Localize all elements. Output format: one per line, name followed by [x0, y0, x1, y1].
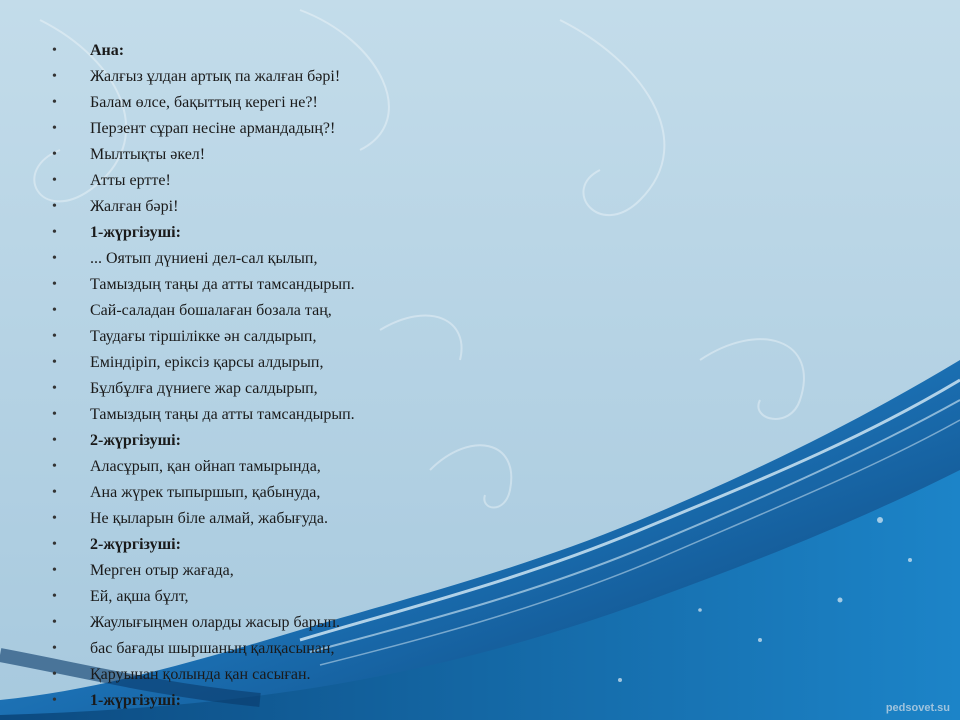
text-line	[52, 298, 652, 324]
text-line	[52, 610, 652, 636]
text-line	[52, 168, 652, 194]
text-line	[52, 480, 652, 506]
text-line	[52, 376, 652, 402]
text-line	[52, 350, 652, 376]
bullet-icon: •	[52, 511, 57, 526]
line-text: Жалған бәрі!	[90, 198, 179, 215]
text-line	[52, 90, 652, 116]
line-text: Ей, ақша бұлт,	[90, 588, 189, 605]
bullet-icon: •	[52, 69, 57, 84]
bullet-icon: •	[52, 641, 57, 656]
line-text: Перзент сұрап несіне армандадың?!	[90, 120, 336, 137]
line-text: Мерген отыр жағада,	[90, 562, 234, 579]
bullet-icon: •	[52, 589, 57, 604]
slide-text-list	[52, 38, 652, 714]
watermark: pedsovet.su	[885, 702, 950, 714]
line-text: Жаулығыңмен оларды жасыр барып.	[90, 614, 341, 631]
text-line	[52, 272, 652, 298]
text-line	[52, 506, 652, 532]
line-text: Тамыздың таңы да атты тамсандырып.	[90, 276, 355, 293]
line-text: Ана жүрек тыпыршып, қабынуда,	[90, 484, 321, 501]
text-line	[52, 584, 652, 610]
bullet-icon: •	[52, 43, 57, 58]
line-text: Атты ертте!	[90, 172, 171, 189]
line-text: 2-жүргізуші:	[90, 536, 181, 553]
bullet-icon: •	[52, 199, 57, 214]
bullet-icon: •	[52, 173, 57, 188]
bullet-icon: •	[52, 667, 57, 682]
bullet-icon: •	[52, 329, 57, 344]
line-text: бас бағады шыршаның қалқасынан,	[90, 640, 335, 657]
line-text: Тамыздың таңы да атты тамсандырып.	[90, 406, 355, 423]
bullet-icon: •	[52, 147, 57, 162]
text-line	[52, 662, 652, 688]
bullet-icon: •	[52, 407, 57, 422]
text-line	[52, 142, 652, 168]
text-line	[52, 454, 652, 480]
bullet-icon: •	[52, 537, 57, 552]
line-text: 1-жүргізуші:	[90, 224, 181, 241]
speaker-heading	[52, 532, 652, 558]
bullet-icon: •	[52, 225, 57, 240]
bullet-icon: •	[52, 615, 57, 630]
text-line	[52, 558, 652, 584]
line-text: Мылтықты әкел!	[90, 146, 206, 163]
text-line	[52, 246, 652, 272]
bullet-icon: •	[52, 563, 57, 578]
line-text: 1-жүргізуші:	[90, 692, 181, 709]
text-line	[52, 636, 652, 662]
text-line	[52, 64, 652, 90]
bullet-icon: •	[52, 459, 57, 474]
text-line	[52, 402, 652, 428]
line-text: Сай-саладан бошалаған бозала таң,	[90, 302, 332, 319]
line-text: 2-жүргізуші:	[90, 432, 181, 449]
text-line	[52, 194, 652, 220]
line-text: Еміндіріп, еріксіз қарсы алдырып,	[90, 354, 324, 371]
line-text: Таудағы тіршілікке ән салдырып,	[90, 328, 317, 345]
line-text: ... Оятып дүниені дел-сал қылып,	[90, 250, 318, 267]
speaker-heading	[52, 688, 652, 714]
line-text: Аласұрып, қан ойнап тамырында,	[90, 458, 321, 475]
bullet-icon: •	[52, 95, 57, 110]
speaker-heading	[52, 428, 652, 454]
bullet-icon: •	[52, 121, 57, 136]
speaker-heading	[52, 38, 652, 64]
bullet-icon: •	[52, 693, 57, 708]
line-text: Балам өлсе, бақыттың керегі не?!	[90, 94, 318, 111]
bullet-icon: •	[52, 251, 57, 266]
line-text: Жалғыз ұлдан артық па жалған бәрі!	[90, 68, 341, 85]
bullet-icon: •	[52, 433, 57, 448]
speaker-heading	[52, 220, 652, 246]
bullet-icon: •	[52, 381, 57, 396]
line-text: Қаруынан қолында қан сасыған.	[90, 666, 311, 683]
line-text: Ана:	[90, 42, 125, 59]
line-text: Не қыларын біле алмай, жабығуда.	[90, 510, 328, 527]
bullet-icon: •	[52, 303, 57, 318]
line-text: Бұлбұлға дүниеге жар салдырып,	[90, 380, 318, 397]
text-line	[52, 324, 652, 350]
bullet-icon: •	[52, 485, 57, 500]
bullet-icon: •	[52, 355, 57, 370]
bullet-icon: •	[52, 277, 57, 292]
text-line	[52, 116, 652, 142]
